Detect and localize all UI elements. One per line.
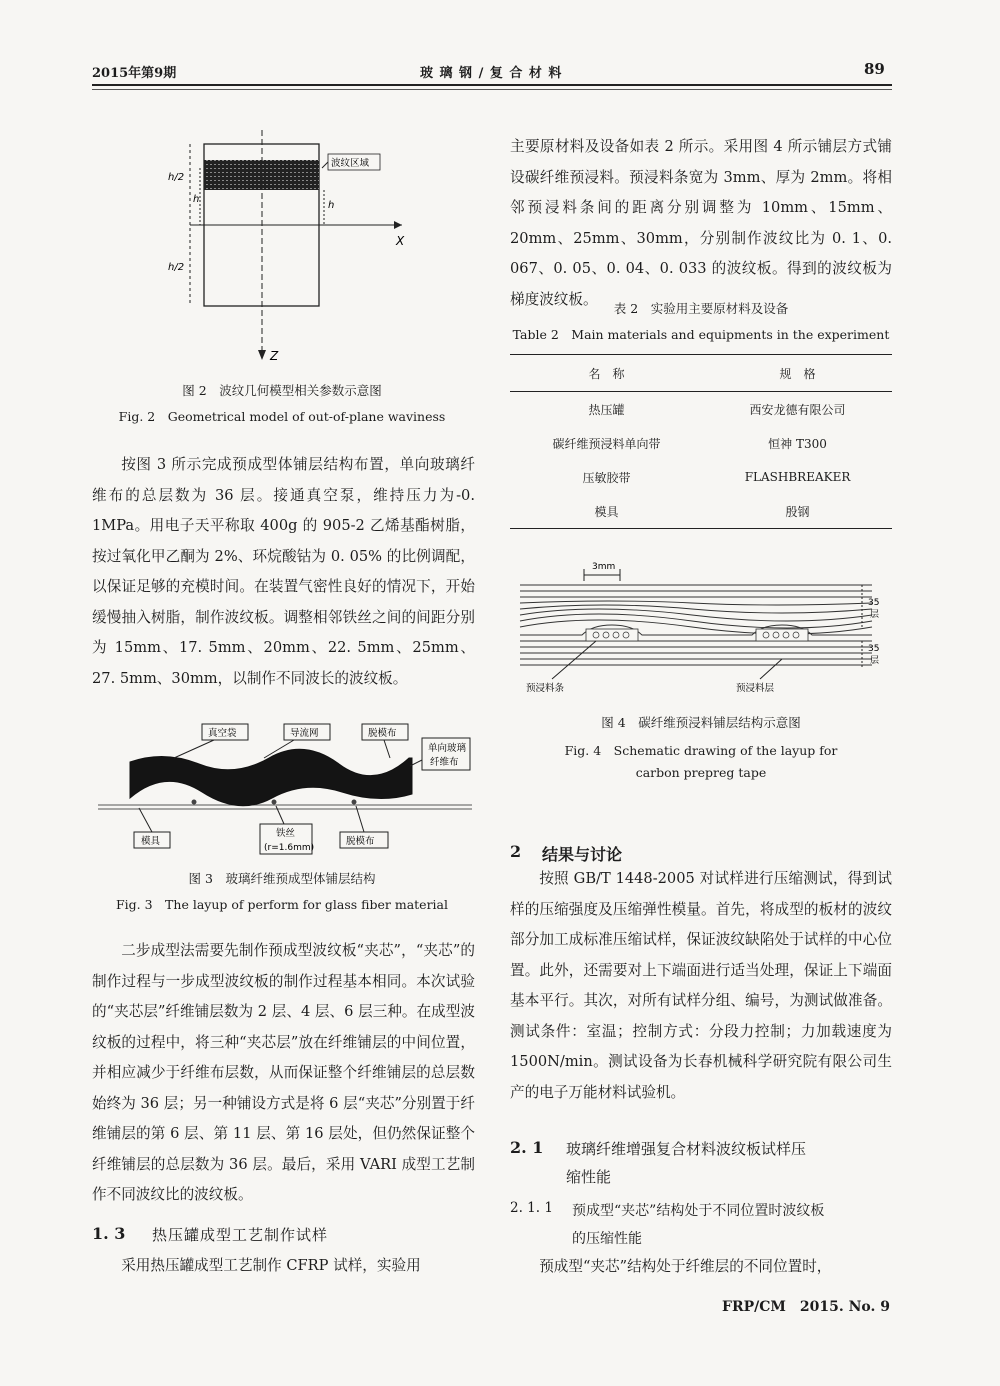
- footer-journal-ref: FRP/CM 2015. No. 9: [722, 1299, 890, 1315]
- table2-caption-en: Table 2 Main materials and equipments in the experiment: [512, 327, 890, 342]
- fig3-caption-cn: 图 3 玻璃纤维预成型体铺层结构: [188, 871, 376, 886]
- table2-caption-cn: 表 2 实验用主要原材料及设备: [613, 301, 789, 316]
- fig2-caption-cn: 图 2 波纹几何模型相关参数示意图: [182, 383, 382, 398]
- table2-cell: 压敏胶带: [582, 470, 631, 485]
- table2-cell: 西安龙德有限公司: [749, 402, 846, 417]
- fig3-vacuum-bag-label: 真空袋: [208, 728, 237, 739]
- section-1-3-title: 热压罐成型工艺制作试样: [152, 1226, 329, 1244]
- section-2-1-title-line-1: 玻璃纤维增强复合材料波纹板试样压: [566, 1140, 807, 1158]
- table-row: [510, 460, 892, 494]
- fig4-layer-unit-2: 层: [870, 656, 880, 666]
- page-number: 89: [864, 60, 885, 78]
- section-2-number: 2: [510, 842, 522, 861]
- right-paragraph-2: 按照 GB/T 1448-2005 对试样进行压缩测试，得到试样的压缩强度及压缩弹性模量。首先，将成型的板材的波纹部分加工成标准压缩试样，保证波纹缺陷处于试样的中心位置。此外，还需要对上下端面进行适当处理，保证上下端面基本平行。其次，对所有试样分组、编号，为测试做准备。测试条件：室温；控制方式：分段力控制；力加载速度为 1500N/min。测试设备为长春机械科学研究院有限公司生产的电子万能材料试验机。: [510, 870, 892, 1101]
- header-rule: [92, 84, 892, 86]
- fig2-z-axis-label: Z: [270, 349, 279, 363]
- section-1-3-number: 1. 3: [92, 1224, 126, 1243]
- table2-cell: 碳纤维预浸料单向带: [552, 436, 661, 451]
- left-paragraph-1: 按图 3 所示完成预成型体铺层结构布置，单向玻璃纤维布的总层数为 36 层。接通真空泵，维持压力为-0. 1MPa。用电子天平称取 400g 的 905-2 乙烯基酯树脂，按过氧化甲乙酮为 2%、环烷酸钴为 0. 05% 的比例调配，以保证足够的充模时间。在装置气密性良好的情况下，开始缓慢抽入树脂，制作波纹板。调整相邻铁丝之间的间距分别为 15mm、17. 5mm、20mm、22. 5mm、25mm、27. 5mm、30mm，以制作不同波长的波纹板。: [92, 456, 475, 687]
- table-row: [510, 494, 892, 529]
- fig2-diagram: [150, 120, 450, 380]
- materials-table: [510, 354, 892, 529]
- fig4-caption-en-2: carbon prepreg tape: [635, 765, 767, 780]
- section-2-title: 结果与讨论: [542, 845, 623, 864]
- fig4-caption-en-1: Fig. 4 Schematic drawing of the layup for: [564, 743, 838, 758]
- fig2-h2-label: h: [193, 194, 200, 205]
- fig3-diagram: [94, 712, 476, 862]
- table-row: [510, 392, 892, 427]
- section-2-1-number: 2. 1: [510, 1138, 544, 1157]
- left-paragraph-3: 采用热压罐成型工艺制作 CFRP 试样，实验用: [121, 1257, 421, 1274]
- fig4-layer-unit-1: 层: [870, 610, 880, 620]
- left-paragraph-2: 二步成型法需要先制作预成型波纹板“夹芯”，“夹芯”的制作过程与一步成型波纹板的制作过程基本相同。本次试验的“夹芯层”纤维铺层数为 2 层、4 层、6 层三种。在成型波纹板的过程中，将三种“夹芯层”放在纤维铺层的中间位置，并相应减少于纤维布层数，从而保证整个纤维铺层的总层数始终为 36 层；另一种铺设方式是将 6 层“夹芯”分别置于纤维铺层的第 6 层、第 11 层、第 16 层处，但仍然保证整个纤维铺层的总层数为 36 层。最后，采用 VARI 成型工艺制作不同波纹比的波纹板。: [92, 942, 475, 1203]
- fig4-layer-label: 预浸料层: [736, 683, 775, 694]
- fig3-wire-label: 铁丝: [276, 828, 296, 839]
- table2-header-name: 名 称: [510, 355, 703, 392]
- table2-cell: 模具: [510, 494, 703, 529]
- fig2-wave-region-label: 波纹区域: [331, 158, 370, 169]
- header-rule-thin: [92, 89, 892, 90]
- fig3-mold-label: 模具: [141, 836, 161, 847]
- fig2-caption-en: Fig. 2 Geometrical model of out-of-plane waviness: [118, 409, 446, 424]
- fig3-caption-en: Fig. 3 The layup of perform for glass fiber material: [115, 897, 448, 912]
- table2-header-spec: 规 格: [703, 355, 892, 392]
- fig4-strip-label: 预浸料条: [526, 683, 565, 694]
- fig4-width-label: 3mm: [592, 562, 616, 572]
- fig4-count-1: 35: [868, 598, 880, 608]
- section-2-1-1-number: 2. 1. 1: [510, 1200, 553, 1216]
- fig3-peel-ply-top-label: 脱模布: [368, 728, 397, 739]
- table2-cell: 热压罐: [588, 402, 625, 417]
- fig4-count-2: 35: [868, 644, 880, 654]
- section-2-1-1-title-line-1: 预成型“夹芯”结构处于不同位置时波纹板: [572, 1203, 825, 1219]
- fig2-h2-top: h/2: [168, 172, 185, 183]
- table2-cell: 殷钢: [703, 494, 892, 529]
- table2-cell: FLASHBREAKER: [744, 470, 851, 484]
- table2-cell: 恒神 T300: [768, 436, 827, 451]
- fig2-h1-label: h: [328, 200, 335, 211]
- right-paragraph-3: 预成型“夹芯”结构处于纤维层的不同位置时，: [539, 1258, 832, 1275]
- fig3-wire-radius-label: (r=1.6mm): [264, 843, 315, 853]
- fig3-fabric-label-1: 单向玻璃: [428, 743, 467, 754]
- fig4-caption-cn: 图 4 碳纤维预浸料铺层结构示意图: [601, 715, 801, 730]
- fig4-diagram: [512, 555, 892, 700]
- table-row: [510, 426, 892, 460]
- fig3-flow-mesh-label: 导流网: [290, 728, 319, 739]
- fig3-fabric-label-2: 纤维布: [430, 757, 459, 768]
- journal-title: 玻 璃 钢 / 复 合 材 料: [420, 66, 563, 81]
- fig2-x-axis-label: X: [396, 234, 405, 248]
- section-2-1-title-line-2: 缩性能: [566, 1168, 612, 1186]
- right-paragraph-1: 主要原材料及设备如表 2 所示。采用图 4 所示铺层方式铺设碳纤维预浸料。预浸料条宽为 3mm、厚为 2mm。将相邻预浸料条间的距离分别调整为 10mm、15mm、20mm、25mm、30mm，分别制作波纹比为 0. 1、0. 067、0. 05、0. 04、0. 033 的波纹板。得到的波纹板为梯度波纹板。: [510, 138, 892, 308]
- section-2-1-1-title-line-2: 的压缩性能: [572, 1231, 642, 1247]
- fig3-peel-ply-bottom-label: 脱模布: [346, 836, 375, 847]
- issue-label: 2015年第9期: [92, 66, 177, 81]
- fig2-h2-bottom: h/2: [168, 262, 185, 273]
